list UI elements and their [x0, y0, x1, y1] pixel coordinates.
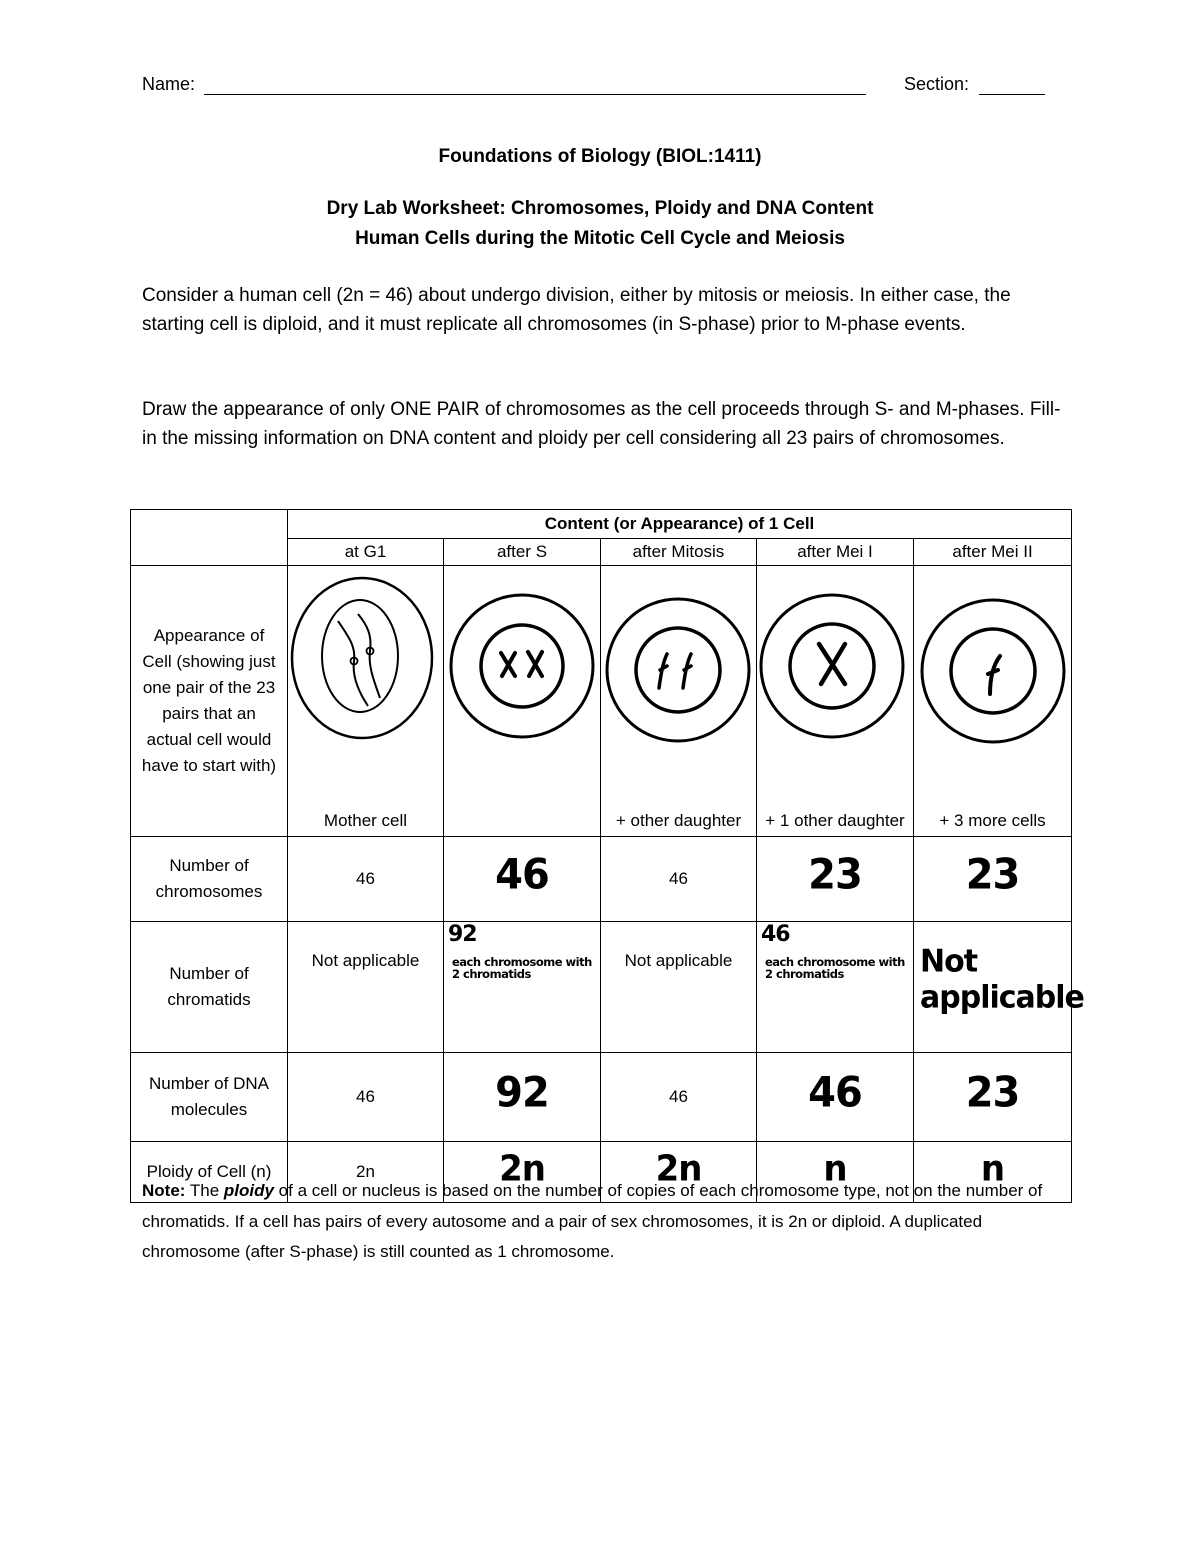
handwritten-note-after-mei-1: each chromosome with 2 chromatids — [765, 955, 905, 981]
handwritten-chromatids-after-s: 92 — [448, 922, 477, 947]
appearance-caption-after-mei-1: + 1 other daughter — [765, 811, 905, 830]
dna-after-mei-2[interactable] — [914, 1053, 1072, 1142]
handwritten-chromosomes-after-mei-2: 23 — [965, 850, 1020, 900]
handwritten-dna-after-s: 92 — [495, 1068, 549, 1118]
row-label-chromatids: Number of chromatids — [131, 922, 288, 1053]
column-header-g1: at G1 — [288, 539, 444, 566]
section-label: Section: — [904, 74, 970, 94]
appearance-cell-after-mei-1 — [757, 566, 914, 837]
after-mei-2-cell-drawing — [914, 566, 1072, 828]
table-corner-cell — [131, 510, 288, 566]
row-label-ploidy: Ploidy of Cell (n) — [131, 1142, 288, 1203]
chromosomes-g1: 46 — [288, 837, 444, 922]
note-emphasis: ploidy — [223, 1181, 274, 1200]
handwritten-ploidy-after-mei-1: n — [823, 1148, 847, 1190]
appearance-caption-after-mei-2: + 3 more cells — [939, 811, 1046, 830]
appearance-cell-after-mitosis — [601, 566, 757, 837]
chromatids-g1: Not applicable — [288, 922, 444, 1053]
handwritten-ploidy-after-mei-2: n — [980, 1148, 1005, 1190]
appearance-cell-g1 — [288, 566, 444, 837]
worksheet-title: Dry Lab Worksheet: Chromosomes, Ploidy and DNA Content — [326, 198, 874, 219]
name-label: Name: — [142, 74, 196, 94]
name-field-line[interactable] — [204, 94, 866, 95]
handwritten-chromatids-after-mei-1: 46 — [761, 922, 790, 947]
row-label-appearance: Appearance of Cell (showing just one pair of the 23 pairs that an actual cell would have to start with) — [131, 566, 288, 837]
appearance-cell-after-s — [444, 566, 601, 837]
dna-after-mitosis: 46 — [601, 1053, 757, 1142]
worksheet-subtitle: Human Cells during the Mitotic Cell Cycle and Meiosis — [355, 228, 845, 249]
note-paragraph — [142, 1176, 1062, 1268]
row-label-dna: Number of DNA molecules — [131, 1053, 288, 1142]
chromatids-after-s[interactable] — [444, 922, 601, 1053]
dna-after-s[interactable] — [444, 1053, 601, 1142]
chromosomes-after-mei-2[interactable] — [914, 837, 1072, 922]
handwritten-note-after-s: each chromosome with 2 chromatids — [452, 955, 592, 981]
handwritten-dna-after-mei-2: 23 — [965, 1068, 1020, 1118]
note-text-pre: The — [185, 1181, 224, 1200]
section-field-line[interactable] — [979, 94, 1045, 95]
chromatids-after-mei-2[interactable] — [914, 922, 1084, 1053]
appearance-caption-g1: Mother cell — [323, 811, 408, 830]
course-title: Foundations of Biology (BIOL:1411) — [438, 146, 762, 167]
handwritten-chromatids-after-mei-2: Not applicable — [920, 943, 1084, 1016]
column-header-after-mei-1: after Mei I — [757, 539, 914, 566]
after-mitosis-cell-drawing — [601, 566, 757, 828]
handwritten-ploidy-after-mitosis: 2n — [655, 1148, 702, 1190]
dna-g1: 46 — [288, 1053, 444, 1142]
chromatids-after-mitosis: Not applicable — [601, 922, 757, 1053]
column-header-after-mitosis: after Mitosis — [601, 539, 757, 566]
handwritten-dna-after-mei-1: 46 — [808, 1068, 862, 1118]
intro-paragraph: Consider a human cell (2n = 46) about undergo division, either by mitosis or meiosis. In either case, the starting cell is diploid, and it must replicate all chromosomes (in S-phase) prior to M-phase events. — [142, 285, 1011, 335]
ploidy-g1: 2n — [288, 1142, 444, 1203]
row-label-chromosomes: Number of chromosomes — [131, 837, 288, 922]
column-header-after-mei-2: after Mei II — [914, 539, 1072, 566]
after-mei-1-cell-drawing — [757, 566, 914, 828]
after-s-cell-drawing — [444, 566, 601, 828]
instructions-paragraph: Draw the appearance of only ONE PAIR of chromosomes as the cell proceeds through S- and M-phases. Fill-in the missing information on DNA content and ploidy per cell considering all 23 pairs of chromosomes. — [142, 399, 1061, 449]
column-header-after-s: after S — [444, 539, 601, 566]
chromosomes-after-mei-1[interactable] — [757, 837, 914, 922]
note-text-post: of a cell or nucleus is based on the number of copies of each chromosome type, not on the number of chromatids. If a cell has pairs of every autosome and a pair of sex chromosomes, it is 2n or diploid. A duplicated chromosome (after S-phase) is still counted as 1 chromosome. — [142, 1181, 1043, 1261]
dna-after-mei-1[interactable] — [757, 1053, 914, 1142]
chromosomes-after-mitosis: 46 — [601, 837, 757, 922]
note-label: Note: — [142, 1181, 186, 1200]
appearance-caption-after-mitosis: + other daughter — [615, 811, 742, 830]
handwritten-chromosomes-after-s: 46 — [495, 850, 549, 900]
handwritten-chromosomes-after-mei-1: 23 — [808, 850, 862, 900]
worksheet-table — [130, 509, 1084, 1203]
chromatids-after-mei-1[interactable] — [757, 922, 914, 1053]
table-main-header: Content (or Appearance) of 1 Cell — [288, 510, 1072, 539]
handwritten-ploidy-after-s: 2n — [499, 1148, 545, 1190]
g1-cell-drawing — [288, 566, 444, 828]
appearance-cell-after-mei-2 — [914, 566, 1072, 837]
chromosomes-after-s[interactable] — [444, 837, 601, 922]
